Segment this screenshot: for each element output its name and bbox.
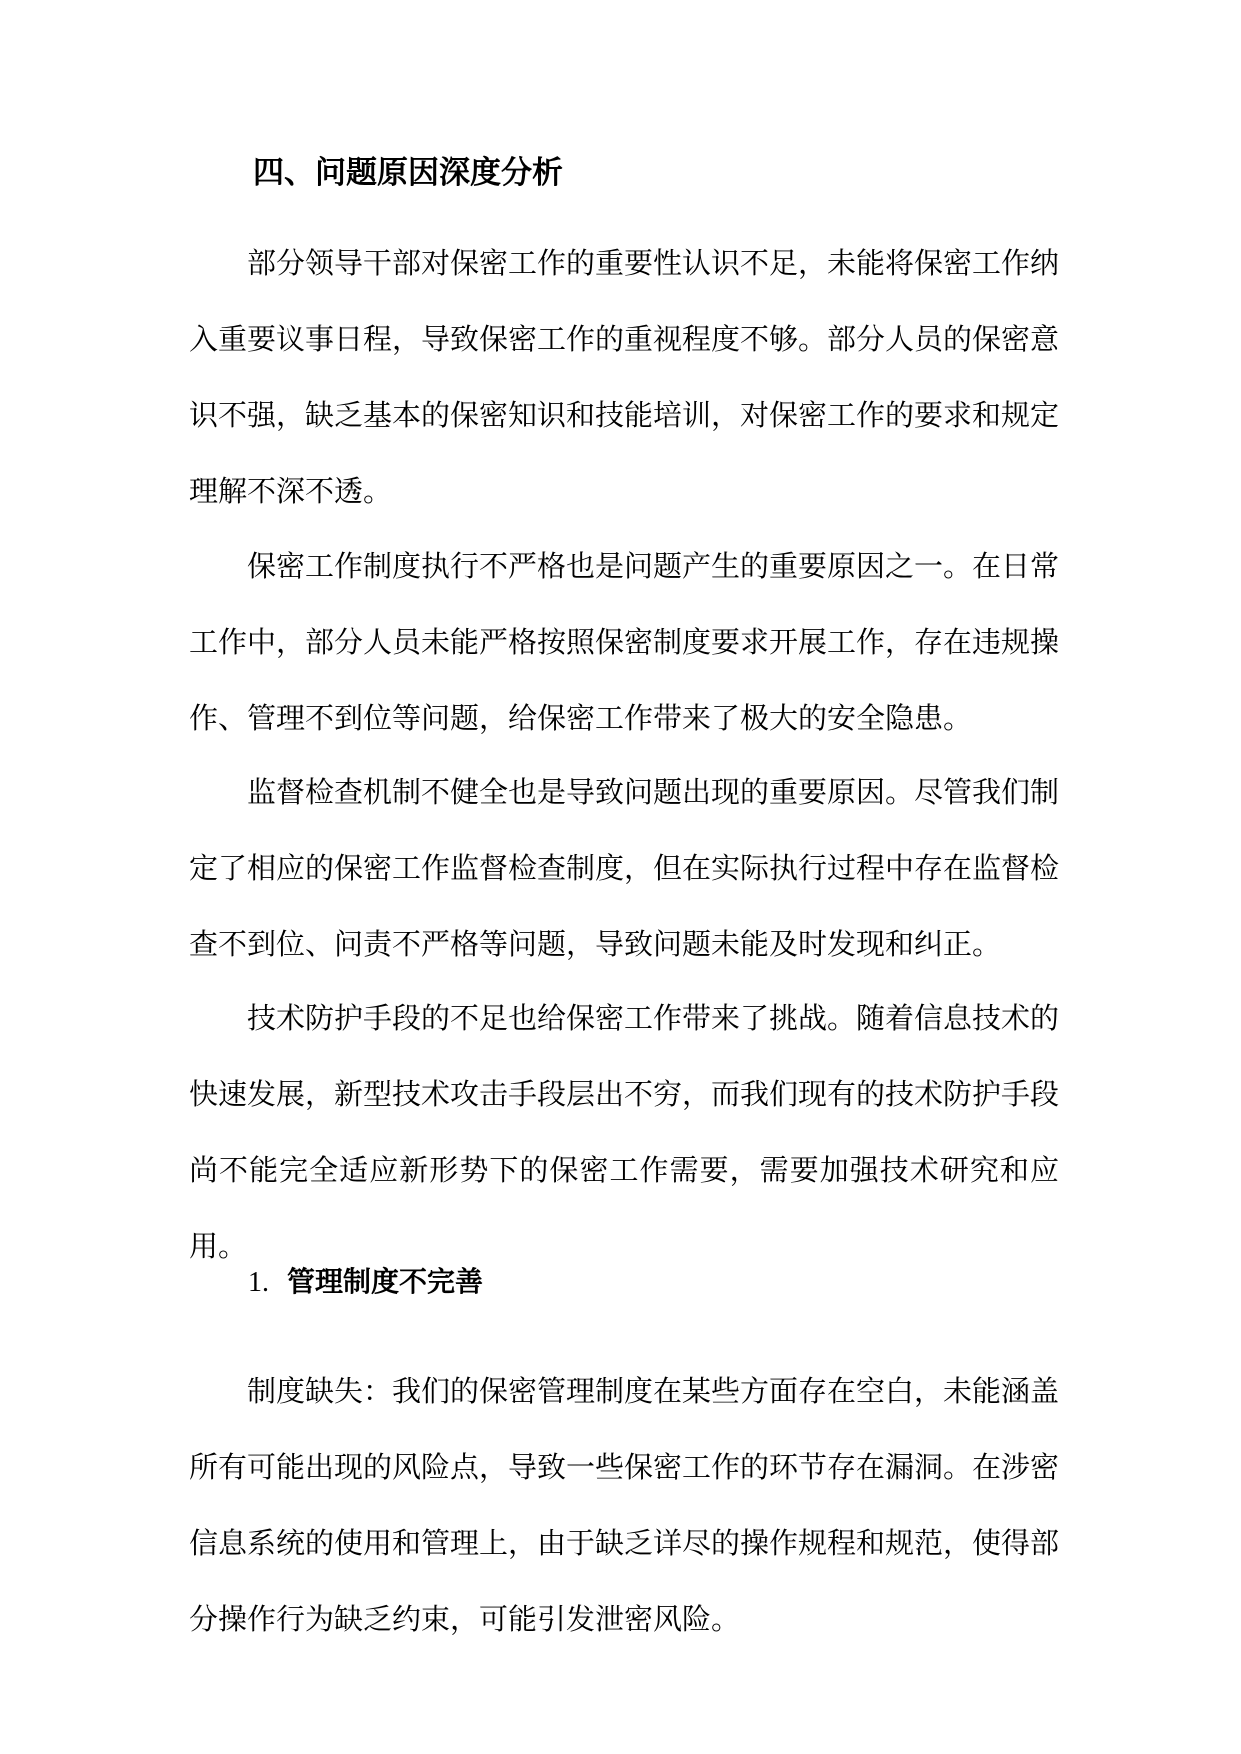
subheading-number: 1.	[248, 1267, 269, 1298]
subheading	[248, 1262, 483, 1303]
paragraph-technology: 技术防护手段的不足也给保密工作带来了挑战。随着信息技术的快速发展，新型技术攻击手段层出不穷，而我们现有的技术防护手段尚不能完全适应新形势下的保密工作需要，需要加强技术研究和应用。	[189, 1001, 1060, 1263]
subheading-title: 管理制度不完善	[287, 1265, 484, 1298]
paragraph-supervision: 监督检查机制不健全也是导致问题出现的重要原因。尽管我们制定了相应的保密工作监督检查制度，但在实际执行过程中存在监督检查不到位、问责不严格等问题，导致问题未能及时发现和纠正。	[189, 775, 1060, 961]
paragraph-system-gaps: 制度缺失：我们的保密管理制度在某些方面存在空白，未能涵盖所有可能出现的风险点，导致一些保密工作的环节存在漏洞。在涉密信息系统的使用和管理上，由于缺乏详尽的操作规程和规范，使得部分操作行为缺乏约束，可能引发泄密风险。	[189, 1374, 1060, 1636]
paragraph-awareness: 部分领导干部对保密工作的重要性认识不足，未能将保密工作纳入重要议事日程，导致保密工作的重视程度不够。部分人员的保密意识不强，缺乏基本的保密知识和技能培训，对保密工作的要求和规定理解不深不透。	[189, 246, 1060, 508]
paragraph-enforcement: 保密工作制度执行不严格也是问题产生的重要原因之一。在日常工作中，部分人员未能严格按照保密制度要求开展工作，存在违规操作、管理不到位等问题，给保密工作带来了极大的安全隐患。	[189, 549, 1060, 735]
section-heading: 四、问题原因深度分析	[253, 155, 563, 191]
